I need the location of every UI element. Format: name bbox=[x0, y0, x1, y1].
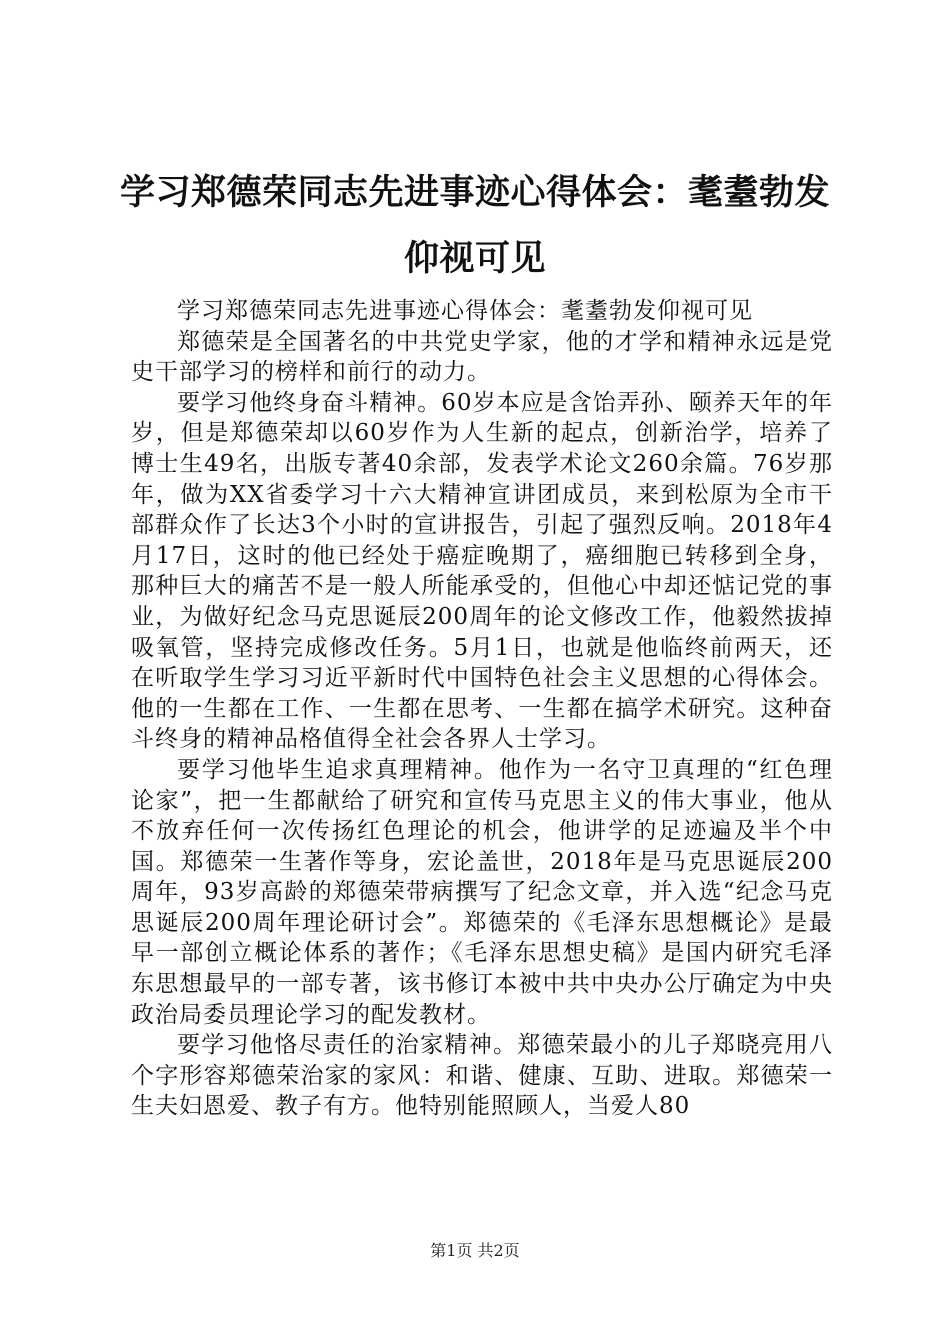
paragraph-family-spirit: 要学习他恪尽责任的治家精神。郑德荣最小的儿子郑晓亮用八个字形容郑德荣治家的家风：和谐、健康、互助、进取。郑德荣一生夫妇恩爱、教子有方。他特别能照顾人，当爱人80 bbox=[131, 1032, 833, 1120]
document-title: 学习郑德荣同志先进事迹心得体会：耄耋勃发仰视可见 bbox=[119, 173, 830, 279]
document-body bbox=[131, 296, 833, 1122]
paragraph-truth-spirit: 要学习他毕生追求真理精神。他作为一名守卫真理的“红色理论家”，把一生都献给了研究和宣传马克思主义的伟大事业，他从不放弃任何一次传扬红色理论的机会，他讲学的足迹遍及半个中国。郑德荣一生著作等身，宏论盖世，2018年是马克思诞辰200周年，93岁高龄的郑德荣带病撰写了纪念文章，并入选“纪念马克思诞辰200周年理论研讨会”。郑德荣的《毛泽东思想概论》是最早一部创立概论体系的著作；《毛泽东思想史稿》是国内研究毛泽东思想最早的一部专著，该书修订本被中共中央办公厅确定为中央政治局委员理论学习的配发教材。 bbox=[131, 756, 833, 1028]
paragraph-subtitle: 学习郑德荣同志先进事迹心得体会：耄耋勃发仰视可见 bbox=[177, 298, 753, 324]
paragraph-struggle-spirit: 要学习他终身奋斗精神。60岁本应是含饴弄孙、颐养天年的年岁，但是郑德荣却以60岁作为人生新的起点，创新治学，培养了博士生49名，出版专著40余部，发表学术论文260余篇。76岁那年，做为XX省委学习十六大精神宣讲团成员，来到松原为全市干部群众作了长达3个小时的宣讲报告，引起了强烈反响。2018年4月17日，这时的他已经处于癌症晚期了，癌细胞已转移到全身，那种巨大的痛苦不是一般人所能承受的，但他心中却还惦记党的事业，为做好纪念马克思诞辰200周年的论文修改工作，他毅然拔掉吸氧管，坚持完成修改任务。5月1日，也就是他临终前两天，还在听取学生学习习近平新时代中国特色社会主义思想的心得体会。他的一生都在工作、一生都在思考、一生都在搞学术研究。这种奋斗终身的精神品格值得全社会各界人士学习。 bbox=[131, 389, 833, 753]
page-number-footer: 第1页 共2页 bbox=[430, 1241, 520, 1260]
paragraph-intro: 郑德荣是全国著名的中共党史学家，他的才学和精神永远是党史干部学习的榜样和前行的动力。 bbox=[131, 328, 833, 386]
